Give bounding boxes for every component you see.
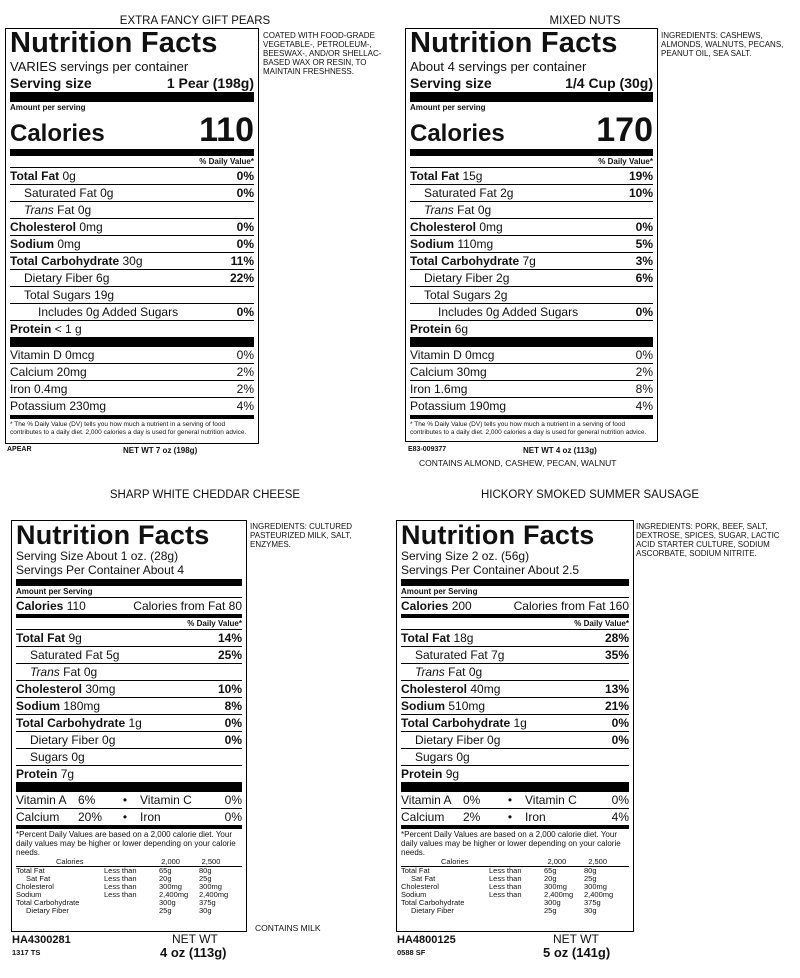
amount-per-serving: Amount per serving bbox=[410, 103, 486, 112]
cholesterol-row: Cholesterol 0mg 0% bbox=[10, 220, 254, 234]
potassium-row: Potassium 190mg 4% bbox=[410, 399, 653, 413]
sodium-row: Sodium 110mg 5% bbox=[410, 237, 653, 251]
carbohydrate-row: Total Carbohydrate 1g 0% bbox=[401, 716, 629, 730]
vitamin-a-c-row: Vitamin A 6% • Vitamin C 0% bbox=[16, 793, 242, 807]
daily-value-header: % Daily Value* bbox=[598, 157, 653, 166]
sodium-row: Sodium 180mg 8% bbox=[16, 699, 242, 713]
fiber-row: Dietary Fiber 2g 6% bbox=[410, 269, 653, 286]
protein-row: Protein < 1 g bbox=[10, 320, 254, 337]
cholesterol-row: Cholesterol 40mg 13% bbox=[401, 682, 629, 696]
trans-fat-row: Trans Fat 0g bbox=[401, 663, 629, 680]
footnote: *Percent Daily Values are based on a 2,000 calorie diet. Your daily values may be higher or lower depending on your calorie needs. bbox=[16, 830, 236, 857]
sugars-row: Sugars 0g bbox=[401, 748, 629, 765]
panel-heading: Nutrition Facts bbox=[401, 520, 595, 550]
label-title: SHARP WHITE CHEDDAR CHEESE bbox=[109, 489, 301, 501]
carbohydrate-row: Total Carbohydrate 30g 11% bbox=[10, 254, 254, 268]
lot-code: 0588 SF bbox=[397, 948, 426, 957]
potassium-row: Potassium 230mg 4% bbox=[10, 399, 254, 413]
product-code: HA4300281 bbox=[12, 934, 71, 946]
trans-fat-row: Trans Fat 0g bbox=[10, 201, 254, 218]
iron-row: Iron 0.4mg 2% bbox=[10, 382, 254, 396]
net-weight: NET WT 4 oz (113g) bbox=[523, 446, 597, 455]
allergen-statement: CONTAINS ALMOND, CASHEW, PECAN, WALNUT bbox=[419, 458, 617, 468]
cholesterol-row: Cholesterol 0mg 0% bbox=[410, 220, 653, 234]
added-sugars-row: Includes 0g Added Sugars 0% bbox=[10, 303, 254, 320]
calcium-row: Calcium 20mg 2% bbox=[10, 365, 254, 379]
serving-size: Serving Size 2 oz. (56g) bbox=[401, 549, 530, 563]
label-title: HICKORY SMOKED SUMMER SAUSAGE bbox=[480, 489, 700, 501]
daily-value-header: % Daily Value* bbox=[199, 157, 254, 166]
panel-heading: Nutrition Facts bbox=[16, 520, 210, 550]
side-note: INGREDIENTS: CASHEWS, ALMONDS, WALNUTS, PECANS, PEANUT OIL, SEA SALT. bbox=[661, 31, 784, 58]
calories-row: Calories 110 bbox=[10, 111, 254, 149]
protein-row: Protein 7g bbox=[16, 765, 242, 782]
calcium-row: Calcium 30mg 2% bbox=[410, 365, 653, 379]
vitamin-a-c-row: Vitamin A 0% • Vitamin C 0% bbox=[401, 793, 629, 807]
calcium-iron-row: Calcium 20% • Iron 0% bbox=[16, 810, 242, 824]
sugars-row: Total Sugars 19g bbox=[10, 286, 254, 303]
panel-heading: Nutrition Facts bbox=[410, 27, 618, 59]
daily-values-table: Calories 2,000 2,500 bbox=[56, 857, 221, 866]
side-note: COATED WITH FOOD-GRADE VEGETABLE-, PETROLEUM-, BEESWAX-, AND/OR SHELLAC-BASED WAX OR RESIN, TO MAINTAIN FRESHNESS. bbox=[263, 31, 382, 76]
footnote: * The % Daily Value (DV) tells you how much a nutrient in a serving of food contributes to a daily diet. 2,000 calories a day is used for general nutrition advice. bbox=[410, 421, 647, 436]
serving-size-row: Serving size 1 Pear (198g) bbox=[10, 75, 254, 91]
side-note: INGREDIENTS: CULTURED PASTEURIZED MILK, SALT, ENZYMES. bbox=[250, 522, 353, 549]
sat-fat-row: Saturated Fat 7g 35% bbox=[401, 646, 629, 663]
sat-fat-row: Saturated Fat 0g 0% bbox=[10, 184, 254, 201]
allergen-statement: CONTAINS MILK bbox=[255, 923, 321, 933]
nutrition-panel bbox=[5, 28, 259, 444]
calories-row: Calories 110 Calories from Fat 80 bbox=[16, 599, 242, 613]
product-code: APEAR bbox=[7, 446, 32, 453]
daily-value-header: % Daily Value* bbox=[187, 619, 242, 628]
fiber-row: Dietary Fiber 0g 0% bbox=[16, 731, 242, 748]
added-sugars-row: Includes 0g Added Sugars 0% bbox=[410, 303, 653, 320]
vitamin-d-row: Vitamin D 0mcg 0% bbox=[410, 348, 653, 362]
fiber-row: Dietary Fiber 6g 22% bbox=[10, 269, 254, 286]
nutrition-panel bbox=[405, 28, 658, 442]
footnote: * The % Daily Value (DV) tells you how much a nutrient in a serving of food contributes to a daily diet. 2,000 calories a day is used for general nutrition advice. bbox=[10, 421, 247, 436]
product-code: HA4800125 bbox=[397, 934, 456, 946]
calcium-iron-row: Calcium 2% • Iron 4% bbox=[401, 810, 629, 824]
panel-heading: Nutrition Facts bbox=[10, 27, 218, 59]
carbohydrate-row: Total Carbohydrate 1g 0% bbox=[16, 716, 242, 730]
lot-code: 1317 TS bbox=[12, 948, 41, 957]
total-fat-row: Total Fat 18g 28% bbox=[401, 631, 629, 645]
net-weight-label: NET WT bbox=[553, 932, 599, 946]
sat-fat-row: Saturated Fat 5g 25% bbox=[16, 646, 242, 663]
iron-row: Iron 1.6mg 8% bbox=[410, 382, 653, 396]
label-title: EXTRA FANCY GIFT PEARS bbox=[119, 15, 271, 27]
servings-per-container: About 4 servings per container bbox=[410, 59, 587, 74]
protein-row: Protein 9g bbox=[401, 765, 629, 782]
carbohydrate-row: Total Carbohydrate 7g 3% bbox=[410, 254, 653, 268]
calories-row: Calories 170 bbox=[410, 111, 653, 149]
daily-values-rows: Total Fat Less than 65g 80g Sat Fat Less than 20g 25g Cholesterol Less than 300mg 300mg Sodium Less than 2,400mg 2,400mg Total Carbohydrate 300g 375g Dietary Fiber 25g 30g bbox=[16, 866, 229, 915]
trans-fat-row: Trans Fat 0g bbox=[410, 201, 653, 218]
vitamin-d-row: Vitamin D 0mcg 0% bbox=[10, 348, 254, 362]
sugars-row: Sugars 0g bbox=[16, 748, 242, 765]
net-weight-label: NET WT bbox=[172, 932, 218, 946]
daily-value-header: % Daily Value* bbox=[574, 619, 629, 628]
product-code: E83-009377 bbox=[408, 446, 447, 453]
sodium-row: Sodium 510mg 21% bbox=[401, 699, 629, 713]
net-weight: 5 oz (141g) bbox=[543, 945, 611, 960]
servings-per-container: VARIES servings per container bbox=[10, 59, 189, 74]
protein-row: Protein 6g bbox=[410, 320, 653, 337]
daily-values-table: Calories 2,000 2,500 bbox=[441, 857, 608, 866]
total-fat-row: Total Fat 15g 19% bbox=[410, 169, 653, 183]
total-fat-row: Total Fat 0g 0% bbox=[10, 169, 254, 183]
cholesterol-row: Cholesterol 30mg 10% bbox=[16, 682, 242, 696]
sodium-row: Sodium 0mg 0% bbox=[10, 237, 254, 251]
trans-fat-row: Trans Fat 0g bbox=[16, 663, 242, 680]
label-title: MIXED NUTS bbox=[549, 15, 621, 27]
nutrition-panel bbox=[396, 520, 634, 932]
side-note: INGREDIENTS: PORK, BEEF, SALT, DEXTROSE, SPICES, SUGAR, LACTIC ACID STARTER CULTURE, SODIUM ASCORBATE, SODIUM NITRITE. bbox=[636, 522, 780, 558]
net-weight: 4 oz (113g) bbox=[160, 945, 227, 960]
serving-size-row: Serving size 1/4 Cup (30g) bbox=[410, 75, 653, 91]
servings-per-container: Servings Per Container About 4 bbox=[16, 563, 185, 577]
daily-values-rows: Total Fat Less than 65g 80g Sat Fat Less than 20g 25g Cholesterol Less than 300mg 300mg Sodium Less than 2,400mg 2,400mg Total Carbohydrate 300g 375g Dietary Fiber 25g 30g bbox=[401, 866, 614, 915]
amount-per-serving: Amount per serving bbox=[10, 103, 86, 112]
amount-per-serving: Amount per Serving bbox=[16, 587, 93, 596]
sugars-row: Total Sugars 2g bbox=[410, 286, 653, 303]
total-fat-row: Total Fat 9g 14% bbox=[16, 631, 242, 645]
net-weight: NET WT 7 oz (198g) bbox=[123, 446, 198, 455]
amount-per-serving: Amount per Serving bbox=[401, 587, 478, 596]
nutrition-panel bbox=[11, 520, 247, 932]
calories-row: Calories 200 Calories from Fat 160 bbox=[401, 599, 629, 613]
serving-size: Serving Size About 1 oz. (28g) bbox=[16, 549, 179, 563]
sat-fat-row: Saturated Fat 2g 10% bbox=[410, 184, 653, 201]
fiber-row: Dietary Fiber 0g 0% bbox=[401, 731, 629, 748]
footnote: *Percent Daily Values are based on a 2,000 calorie diet. Your daily values may be higher or lower depending on your calorie needs. bbox=[401, 830, 621, 857]
servings-per-container: Servings Per Container About 2.5 bbox=[401, 563, 580, 577]
